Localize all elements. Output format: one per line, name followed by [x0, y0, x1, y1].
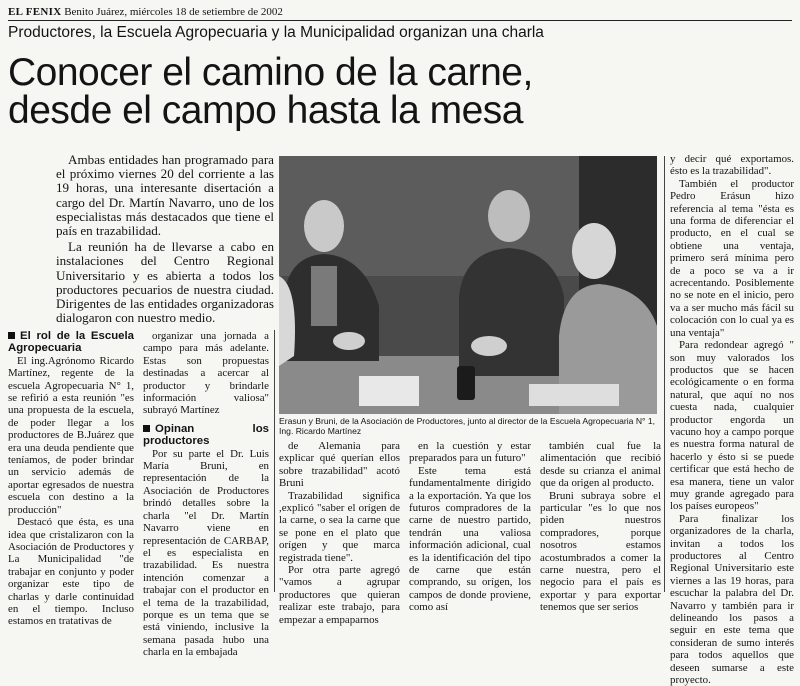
kicker: Productores, la Escuela Agropecuaria y la Municipalidad organizan una charla [8, 24, 544, 41]
paper-name: EL FENIX [8, 6, 62, 18]
col3-p1: de Alemania para explicar qué querían ellos sobre trazabilidad" acotó Bruni [279, 440, 400, 490]
colR-p3: Para finalizar los organizadores de la charla, invitan a todos los productores al Centro Regional Universitario este viernes a las 19 horas, para escuchar la palabra del Dr. Navarro y también para ir delineando los pasos a seguir en este tema que consideran de sumo interés para todos aquellos que deseen sumarse a este proyecto. [670, 512, 794, 686]
col3-p2: Trazabilidad significa ,explicó "saber el orígen de la carne, o sea la carne que se pone en el plato que orígen y que marca registrada tiene". [279, 489, 400, 564]
column-divider [274, 330, 275, 592]
column-divider [664, 156, 665, 592]
lead-p1: Ambas entidades han programado para el próximo viernes 20 del corriente a las 19 horas, una interesante disertación a cargo del Dr. Martín Navarro, uno de los especialistas más destacados que tiene el país en trazabilidad. [56, 152, 274, 239]
lead-p2: La reunión ha de llevarse a cabo en instalaciones del Centro Regional Universitario y es abierta a todos los productores pecuarios de nuestra ciudad. Dirigentes de las entidades organizadoras dialogaron con nuestro medio. [56, 239, 274, 326]
column-4 [409, 440, 531, 614]
section1-p1: El ing.Agrónomo Ricardo Martínez, regente de la escuela Agropecuaria N° 1, se refirió a esta reunión "es una propuesta de la escuela, de poder llegar a los productores de B.Juárez que era una deuda pendiente que teníamos, de poder brindar un servicio además de aportar egresados de nuestra escuela con destino a la producción" [8, 354, 134, 516]
headline [8, 51, 792, 132]
section-heading-text: El rol de la Escuela Agropecuaria [8, 330, 134, 355]
photo-illustration [279, 156, 657, 414]
section-heading-escuela [8, 330, 134, 355]
colR-p1: También el productor Pedro Erásun hizo referencia al tema "ésta es una forma de diferenciar el producto, en el cual se obtiene una ventaja, primero será mínima pero de a poco se va a ir acrecentando. Posiblemente no se note en el inicio, pero va a ser mucho más fácil su colocación con lo cual ya es una ventaja" [670, 177, 794, 339]
col5-p1: también cual fue la alimentación que recibió desde su crianza el animal que da origen al producto. [540, 440, 661, 490]
column-5 [540, 440, 661, 614]
dateline: Benito Juárez, miércoles 18 de setiembre de 2002 [64, 6, 283, 18]
column-right [670, 153, 794, 686]
black-square-icon [143, 425, 150, 432]
section1-p2: Destacó que ésta, es una idea que cristalizaron con la Asociación de Productores y La Municipalidad "de trabajar en conjunto y poder organizar este tipo de charlas y darle continuidad en el tiempo. Incluso estamos en tratativas de [8, 516, 134, 628]
section2-p1: Por su parte el Dr. Luis María Bruni, en representación de la Asociación de Productores brindó detalles sobre la charla "el Dr. Martín Navarro viene en representación de CARBAP, el es especialista en trazabilidad. Es nuestra intención comenzar a trabajar con el productor en el tema de la trazabilidad, porque es un tema que se está viniendo, inclusive la semana pasada hubo una charla en la embajada [143, 447, 269, 659]
lead-paragraph [56, 153, 274, 327]
col4-p1: en la cuestión y estar preparados para un futuro" [409, 440, 531, 465]
black-square-icon [8, 332, 15, 339]
column-1 [8, 330, 134, 628]
colR-p0: y decir qué exportamos. ésto es la trazabilidad". [670, 153, 794, 178]
col5-p2: Bruni subraya sobre el particular "es lo que nos piden nuestros compradores, porque nosotros estamos acostumbrados a comer la carne nuestra, pero el negocio para el país es exportar y para exportar tenemos que ser serios [540, 489, 661, 614]
masthead [8, 6, 792, 21]
article-photo [279, 156, 657, 414]
col2-p1: organizar una jornada a campo para más adelante. Estas son propuestas destinadas a acercar al productor y brindarle información valiosa" subrayó Martínez [143, 330, 269, 417]
colR-p2: Para redondear agregó " son muy valorados los productos que se hacen ecológicamente o en forma natural, que aquí no nos cuesta nada, cualquier productor engorda un vacuno hoy a campo porque es nuestra forma natural de hacerlo y ésto si se puede certificar que está hecho de esa manera, tiene un valor muy grande agregado para los países europeos" [670, 339, 794, 513]
headline-line-1: Conocer el camino de la carne, [8, 51, 533, 94]
col3-p3: Por otra parte agregó "vamos a agrupar productores que quieran realizar este trabajo, para empezar a empaparnos [279, 564, 400, 626]
headline-line-2: desde el campo hasta la mesa [8, 89, 523, 132]
column-3 [279, 440, 400, 626]
col4-p2: Este tema está fundamentalmente dirigido a la exportación. Ya que los futuros compradores de la carne de nuestro partido, tendrán una valiosa información adicional, cual es la identificación del tipo de carne que están comprando, su orígen, los campos de donde proviene, como así [409, 464, 531, 614]
section-heading-text: Opinan los productores [143, 422, 269, 448]
section-heading-productores [143, 423, 269, 448]
column-2 [143, 330, 269, 659]
photo-caption: Erasun y Bruni, de la Asociación de Productores, junto al director de la Escuela Agropecuaria N° 1, Ing. Ricardo Martínez [279, 416, 656, 436]
